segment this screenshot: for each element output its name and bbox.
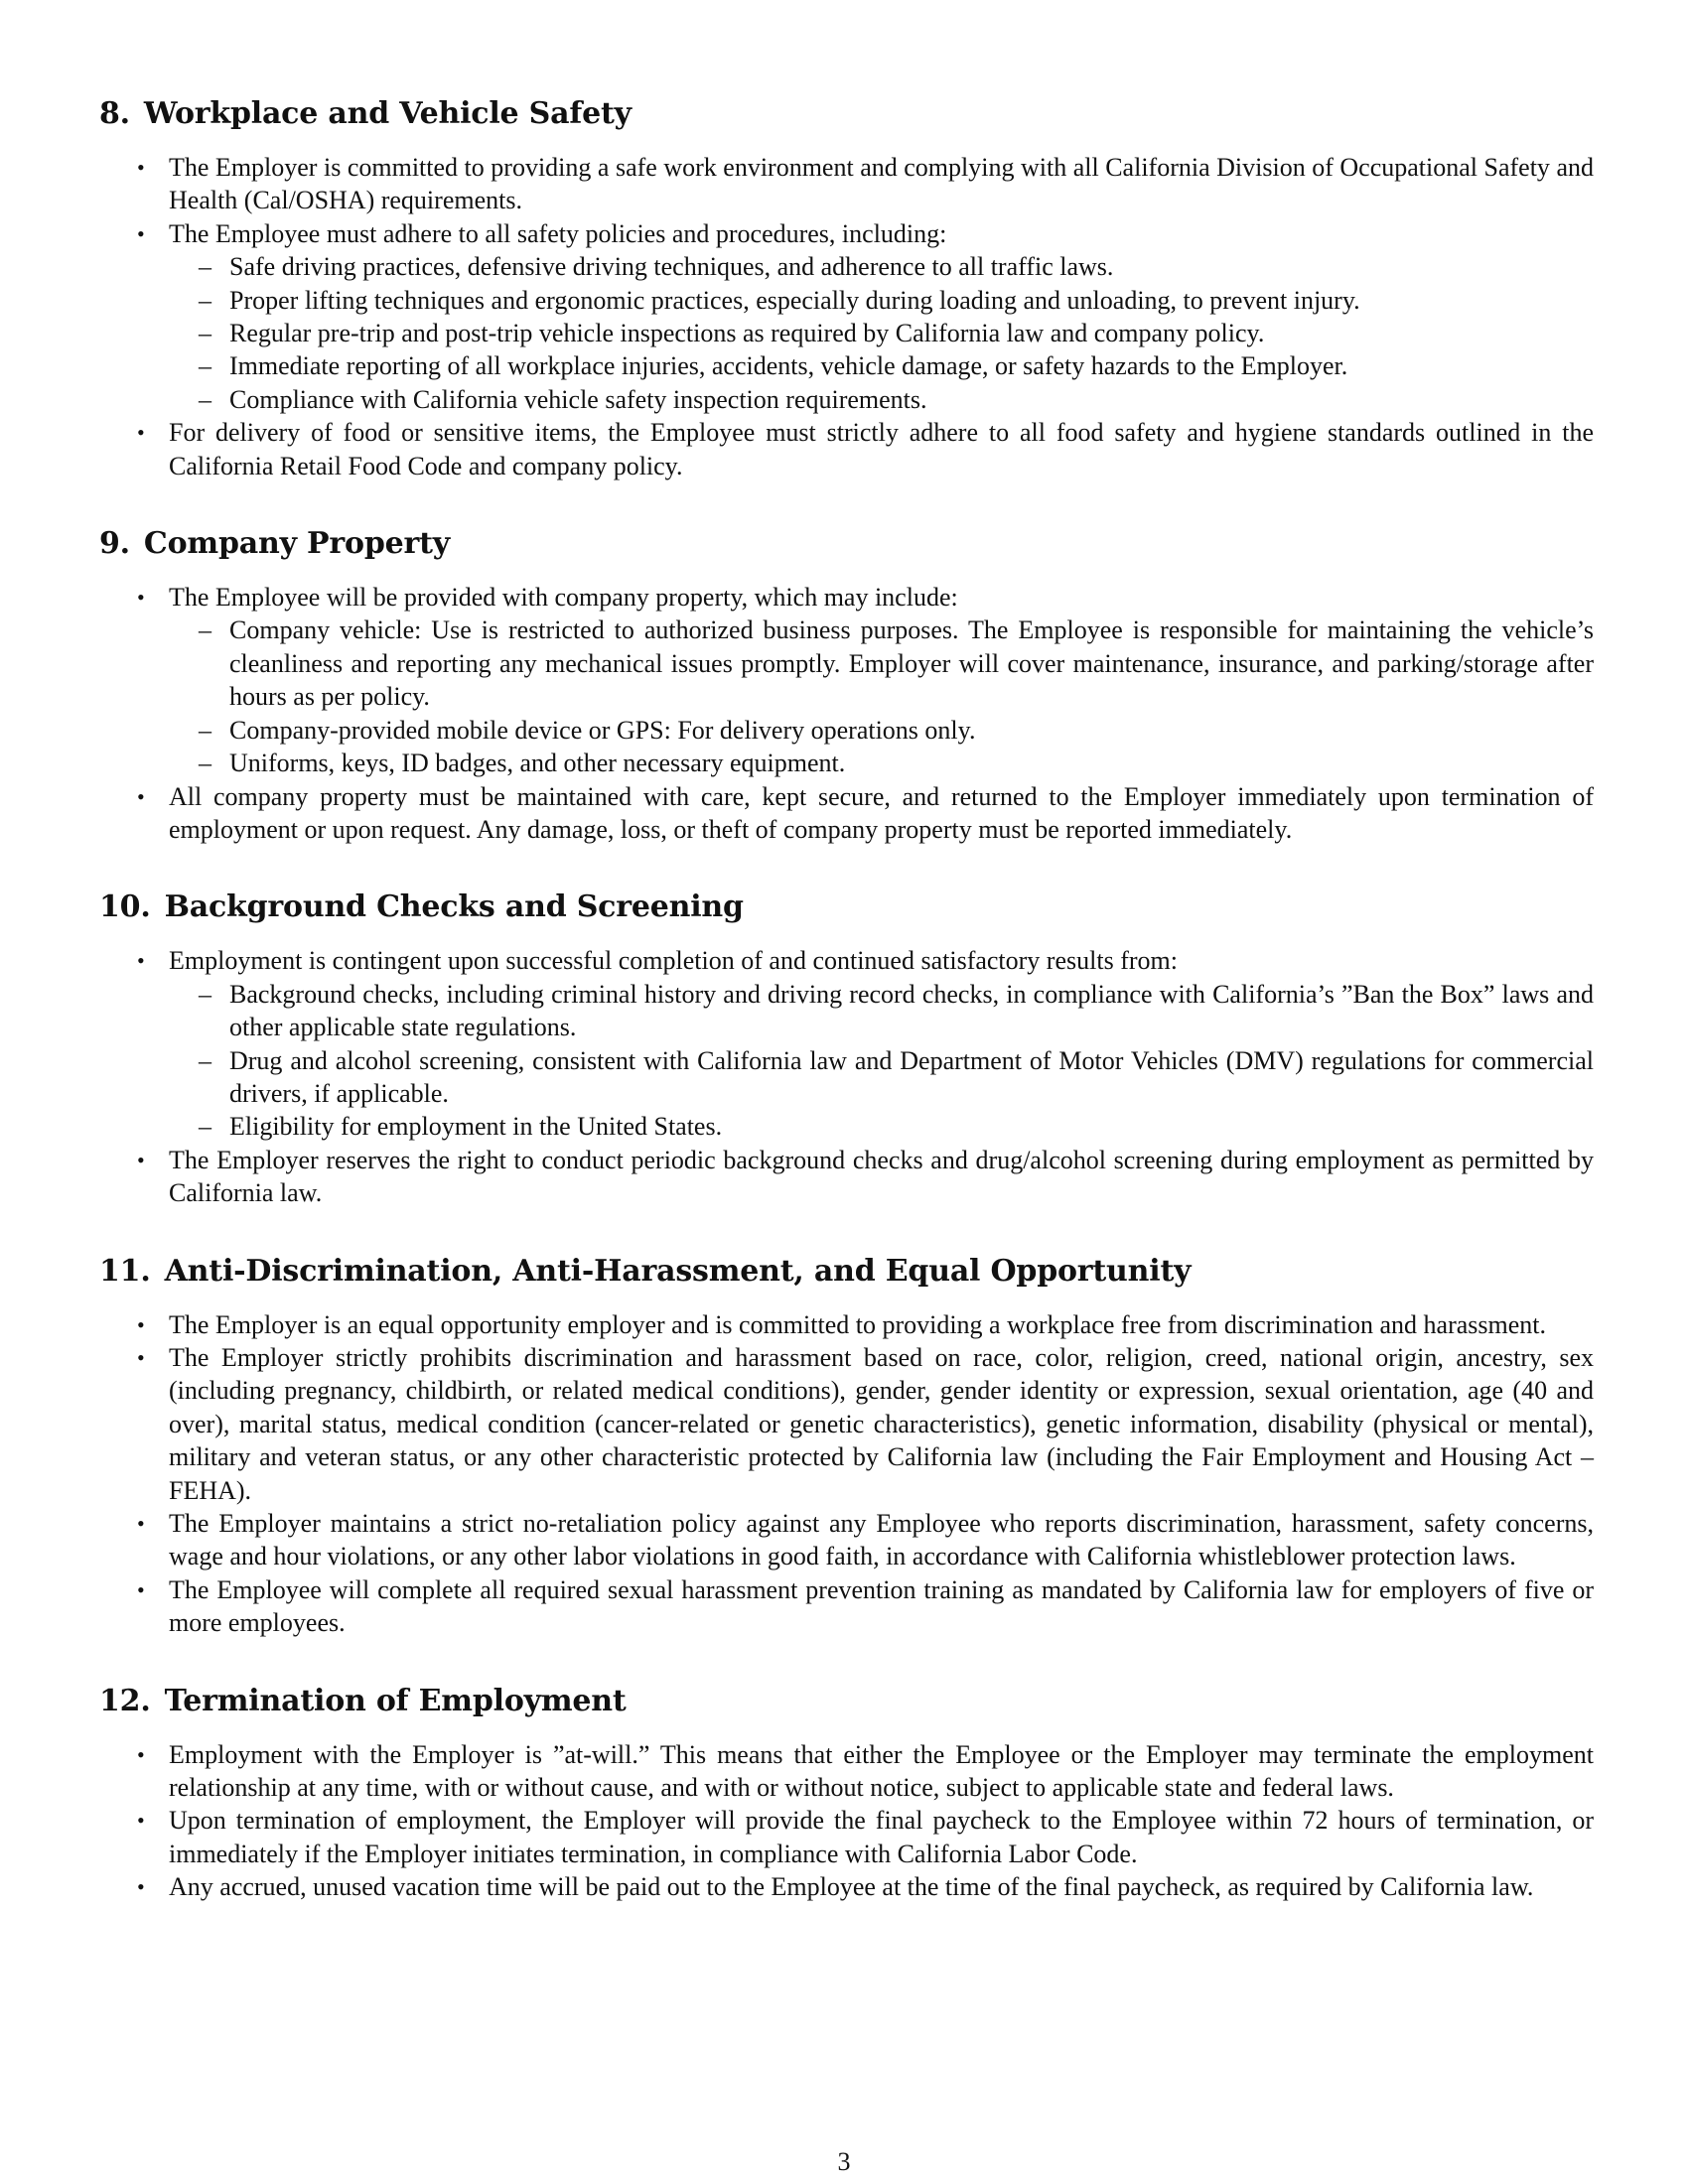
sub-list-item-text: Company-provided mobile device or GPS: For delivery operations only. [229,715,976,745]
bullet-icon: • [137,1808,145,1834]
list-item-text: The Employee will be provided with company property, which may include: [169,583,958,613]
bullet-icon: • [137,1741,145,1767]
bullet-icon: • [137,420,145,446]
list-item-text: The Employer strictly prohibits discrimination and harassment based on race, color, religion, creed, national origin, ancestry, sex (including pregnancy, childbirth, or related medical conditions), gender, gender identity or expression, sexual orientation, age (40 and over), marital status, medical condition (cancer-related or genetic characteristics), genetic information, disability (physical or mental), military and veteran status, or any other characteristic protected by California law (including the Fair Employment and Housing Act – FEHA). [169,1342,1594,1505]
bullet-icon: • [137,1344,145,1370]
sub-list-item-text: Drug and alcohol screening, consistent with California law and Department of Motor Vehicles (DMV) regulations for commercial drivers, if applicable. [229,1045,1594,1108]
sub-list [169,978,1594,1144]
sub-list-item-text: Proper lifting techniques and ergonomic practices, especially during loading and unloading, to prevent injury. [229,285,1360,315]
bullet-icon: • [137,1311,145,1337]
list-item [99,944,1594,1143]
dash-icon: – [199,1045,211,1075]
list-item-text: The Employee will complete all required sexual harassment prevention training as mandated by California law for employers of five or more employees. [169,1574,1594,1638]
sub-list-item [169,978,1594,1044]
sub-list-item [169,1110,1594,1143]
list-item-text: The Employer is committed to providing a safe work environment and complying with all California Division of Occupational Safety and Health (Cal/OSHA) requirements. [169,153,1594,215]
section-number: 10. [99,889,151,925]
list-item [99,581,1594,779]
list-item-text: Any accrued, unused vacation time will be paid out to the Employee at the time of the final paycheck, as required by California law. [169,1872,1534,1902]
list-item [99,217,1594,416]
list-item [99,780,1594,847]
sub-list-item [169,284,1594,317]
section-heading [99,885,1594,930]
bullet-icon: • [137,783,145,809]
section-termination [99,1679,1594,1904]
bullet-icon: • [137,948,145,974]
sub-list-item-text: Background checks, including criminal history and driving record checks, in compliance with California’s ”Ban the Box” laws and other applicable state regulations. [229,979,1594,1042]
list-item-text: For delivery of food or sensitive items, the Employee must strictly adhere to all food safety and hygiene standards outlined in the California Retail Food Code and company policy. [169,418,1594,480]
sub-list-item [169,383,1594,416]
bullet-icon: • [137,1147,145,1172]
section-heading [99,1249,1594,1295]
bullet-list [99,581,1594,846]
sub-list-item-text: Regular pre-trip and post-trip vehicle inspections as required by California law and company policy. [229,319,1265,348]
list-item [99,1308,1594,1341]
page-number: 3 [837,2147,851,2176]
sub-list [169,250,1594,416]
list-item-text: The Employer reserves the right to conduct periodic background checks and drug/alcohol screening during employment as permitted by California law. [169,1145,1594,1208]
sub-list-item-text: Immediate reporting of all workplace injuries, accidents, vehicle damage, or safety hazards to the Employer. [229,351,1348,381]
sub-list-item [169,747,1594,779]
dash-icon: – [199,319,211,348]
bullet-icon: • [137,1874,145,1900]
list-item-text: Employment with the Employer is ”at-will.” This means that either the Employee or the Employer may terminate the employment relationship at any time, with or without cause, and with or without notice, subject to applicable state and federal laws. [169,1739,1594,1803]
dash-icon: – [199,351,211,381]
bullet-icon: • [137,155,145,180]
list-item-text: Upon termination of employment, the Employer will provide the final paycheck to the Employee within 72 hours of termination, or immediately if the Employer initiates termination, in compliance with California Labor Code. [169,1806,1594,1868]
bullet-list [99,1738,1594,1904]
section-title: Company Property [143,526,450,562]
section-title: Termination of Employment [164,1683,627,1718]
bullet-icon: • [137,220,145,246]
list-item [99,1870,1594,1903]
list-item [99,1804,1594,1870]
section-anti-discrimination [99,1249,1594,1640]
dash-icon: – [199,615,211,645]
section-title: Background Checks and Screening [164,889,744,925]
dash-icon: – [199,285,211,315]
bullet-icon: • [137,1576,145,1602]
list-item [99,416,1594,482]
section-title: Anti-Discrimination, Anti-Harassment, and Equal Opportunity [164,1253,1192,1289]
sub-list [169,614,1594,779]
section-heading [99,1679,1594,1724]
list-item-text: The Employer maintains a strict no-retaliation policy against any Employee who reports discrimination, harassment, safety concerns, wage and hour violations, or any other labor violations in good faith, in accordance with California whistleblower protection laws. [169,1509,1594,1571]
list-item [99,1144,1594,1210]
section-heading [99,91,1594,137]
bullet-list [99,151,1594,482]
dash-icon: – [199,1112,211,1142]
dash-icon: – [199,384,211,414]
section-number: 11. [99,1253,151,1289]
list-item [99,1573,1594,1640]
dash-icon: – [199,252,211,282]
list-item-text: The Employee must adhere to all safety policies and procedures, including: [169,218,947,248]
sub-list-item-text: Safe driving practices, defensive driving techniques, and adherence to all traffic laws. [229,252,1114,282]
section-workplace-vehicle-safety [99,91,1594,482]
list-item [99,1738,1594,1805]
sub-list-item [169,317,1594,349]
list-item [99,1341,1594,1507]
sub-list-item [169,349,1594,382]
list-item-text: The Employer is an equal opportunity employer and is committed to providing a workplace free from discrimination and harassment. [169,1309,1547,1339]
bullet-icon: • [137,1511,145,1536]
list-item-text: Employment is contingent upon successful completion of and continued satisfactory results from: [169,946,1178,976]
sub-list-item [169,250,1594,283]
dash-icon: – [199,749,211,778]
bullet-list [99,1308,1594,1640]
section-title: Workplace and Vehicle Safety [143,96,632,131]
section-company-property [99,521,1594,846]
section-number: 8. [99,96,130,131]
section-heading [99,521,1594,567]
sub-list-item [169,1044,1594,1111]
document-page [99,91,1594,1904]
bullet-icon: • [137,585,145,611]
sub-list-item-text: Company vehicle: Use is restricted to authorized business purposes. The Employee is responsible for maintaining the vehicle’s cleanliness and reporting any mechanical issues promptly. Employer will cover maintenance, insurance, and parking/storage after hours as per policy. [229,615,1594,712]
list-item [99,151,1594,217]
sub-list-item-text: Compliance with California vehicle safety inspection requirements. [229,384,927,414]
section-background-checks [99,885,1594,1209]
sub-list-item [169,714,1594,747]
sub-list-item-text: Eligibility for employment in the United States. [229,1112,723,1142]
section-number: 9. [99,526,130,562]
bullet-list [99,944,1594,1209]
dash-icon: – [199,979,211,1009]
sub-list-item-text: Uniforms, keys, ID badges, and other necessary equipment. [229,749,846,778]
sub-list-item [169,614,1594,713]
list-item-text: All company property must be maintained with care, kept secure, and returned to the Employer immediately upon termination of employment or upon request. Any damage, loss, or theft of company property must be reported immediately. [169,781,1594,844]
list-item [99,1507,1594,1573]
section-number: 12. [99,1683,151,1718]
dash-icon: – [199,715,211,745]
